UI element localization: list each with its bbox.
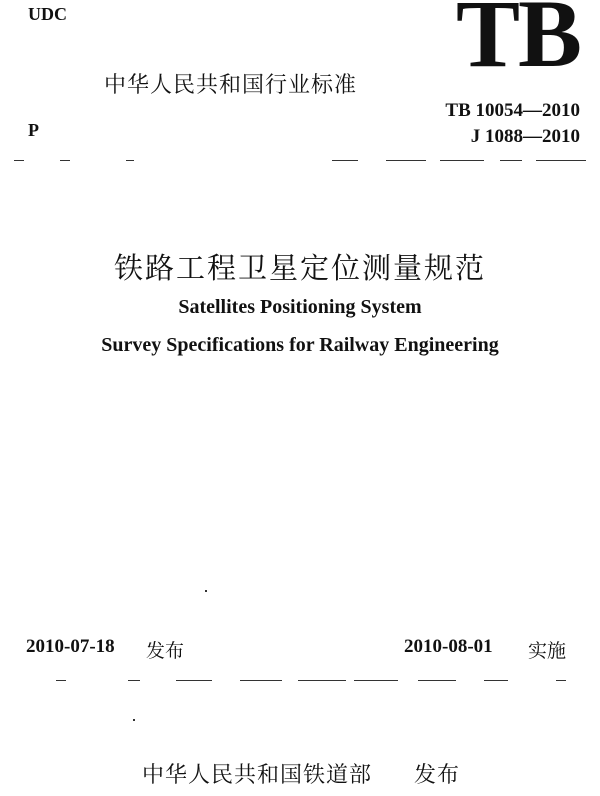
- tb-logo: TB: [456, 0, 581, 87]
- footer-divider: [14, 680, 586, 682]
- document-title-chinese: 铁路工程卫星定位测量规范: [113, 251, 486, 285]
- scan-speck: [205, 590, 207, 592]
- header-divider: [14, 160, 586, 162]
- issue-date: 2010-07-18: [26, 636, 115, 657]
- document-title-english-line-1: Satellites Positioning System: [178, 296, 422, 318]
- implementation-label: 实施: [528, 640, 567, 662]
- scan-speck: [133, 719, 135, 721]
- publisher-name: 中华人民共和国铁道部: [142, 763, 373, 788]
- implementation-date: 2010-08-01: [404, 636, 493, 657]
- document-title-english-line-2: Survey Specifications for Railway Engineering: [101, 334, 499, 356]
- issue-label: 发布: [146, 640, 185, 662]
- industry-standard-heading: 中华人民共和国行业标准: [104, 73, 358, 98]
- category-code: P: [28, 120, 39, 140]
- publish-label: 发布: [414, 763, 461, 788]
- standard-number-secondary: J 1088—2010: [470, 126, 580, 147]
- standard-number-primary: TB 10054—2010: [445, 100, 580, 121]
- udc-label: UDC: [28, 4, 67, 24]
